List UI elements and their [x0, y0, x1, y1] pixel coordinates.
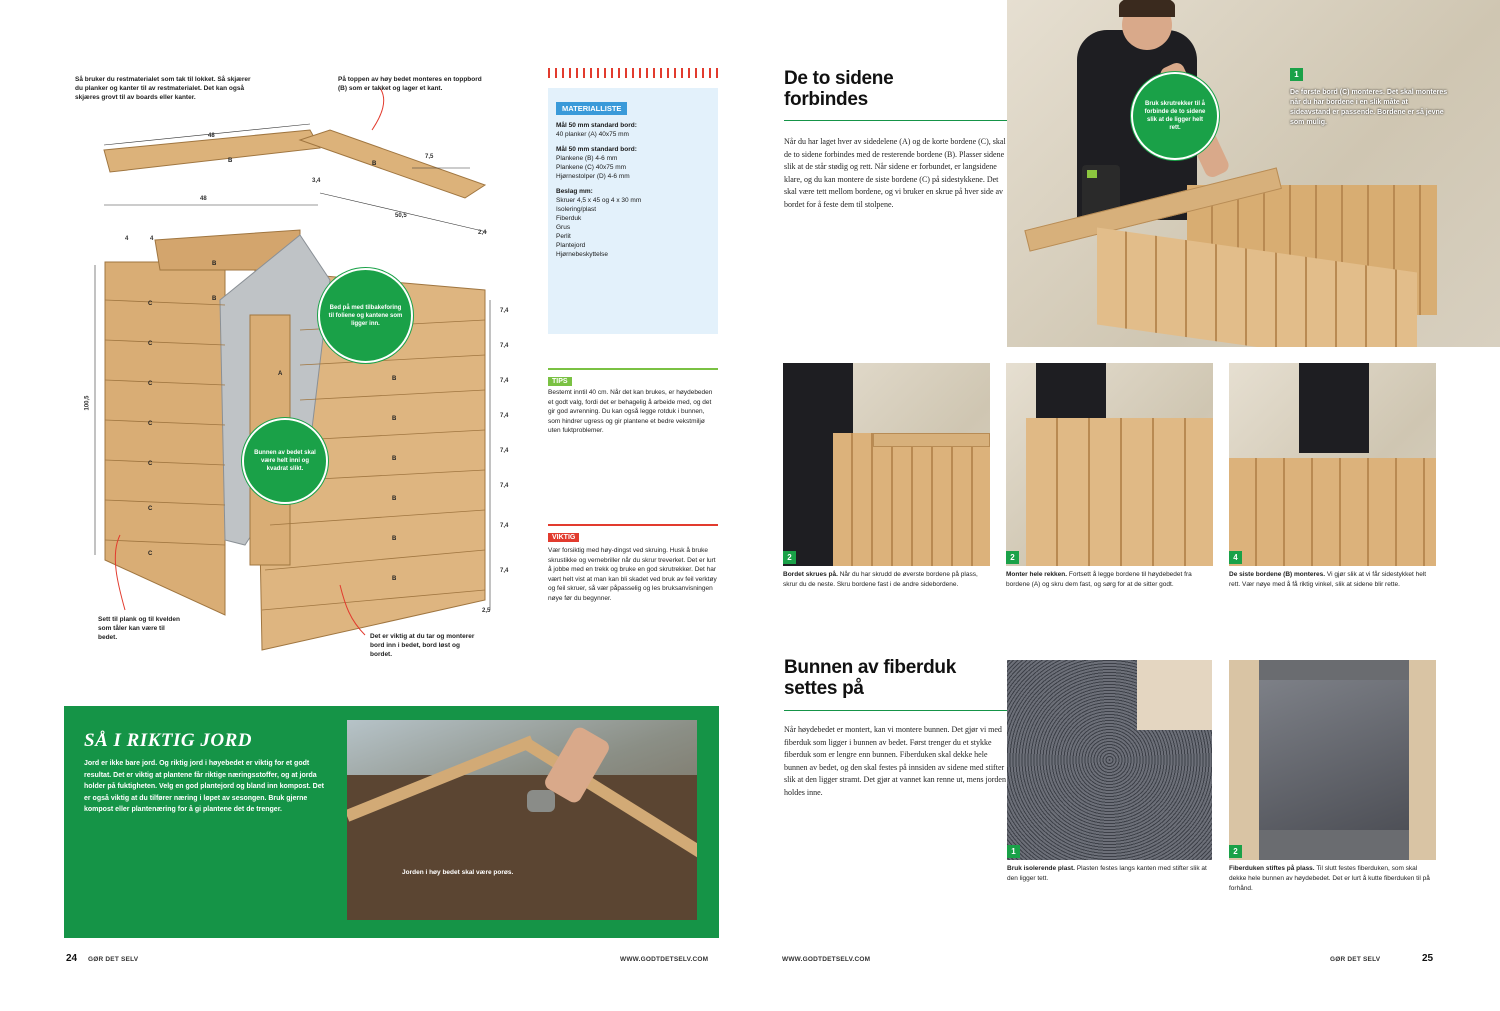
step-caption-1: [783, 570, 990, 590]
magazine-name-right: GØR DET SELV: [1330, 956, 1381, 963]
caption-text: Til slutt festes fiberduken, som skal dekke hele bunnen av høydebedet. Det er lurt å kutte fiberduken til på forhånd.: [1229, 865, 1430, 892]
material-section-title: Mål 50 mm standard bord:: [556, 122, 637, 129]
dim-stack-item: 7,4: [500, 378, 509, 384]
section-title-fabric-bottom: Bunnen av fiberduk settes på: [784, 657, 956, 699]
dim-right-small-top: 3,4: [312, 178, 321, 184]
step-badge: 2: [1006, 551, 1019, 564]
dim-stack-item: 7,4: [500, 448, 509, 454]
warning-text: Vær forsiktig med høy-dingst ved skruing. Husk å bruke skrustikke og vernebriller når du skrur treverket. Det er lurt å jobbe med en trekk og bruke en god skrutrekker. Det har vært helt vist at man kan bli skadet ved bruk av feil verktøy og feil skruer, så vær påpasselig og les bruksanvisningen nøye før du begynner.: [548, 547, 717, 602]
planter-graphic: [833, 433, 990, 566]
main-photo-caption: De første bord (C) monteres. Det skal monteres når du har bordene i en slik måte at sideavstand er passende. Bordene er så jevne som mulig.: [1290, 89, 1448, 126]
material-item: 40 planker (A) 40x75 mm: [556, 131, 629, 138]
material-section-title: Mål 50 mm standard bord:: [556, 146, 637, 153]
dim-depth-top: 50,5: [395, 213, 407, 219]
dim-height-left: 100,5: [84, 395, 91, 411]
step-badge: 1: [1007, 845, 1020, 858]
dim-right-small-bottom: 2,5: [482, 608, 491, 614]
decorative-strip: [548, 68, 718, 78]
svg-text:C: C: [148, 341, 153, 347]
right-page: [750, 0, 1500, 1011]
planter-graphic: [1026, 418, 1213, 566]
soil-panel-title: SÅ I RIKTIG JORD: [84, 730, 252, 751]
diagram-note-bottom-left: Sett til plank og til kvelden som tåler kan være til bedet.: [98, 616, 180, 641]
step-caption-2: [1006, 570, 1213, 590]
material-list-header: MATERIALLISTE: [556, 102, 627, 115]
caption-text: Fortsett å legge bordene til høydebedet fra bordene (A) og skru dem fast, og sørg for at de sitter godt.: [1006, 571, 1192, 588]
material-list: [548, 88, 718, 334]
tip-header: [548, 368, 718, 385]
svg-text:B: B: [212, 261, 217, 267]
caption-bold: Bruk isolerende plast.: [1007, 865, 1075, 872]
board-graphic: [873, 433, 990, 447]
step-photo-3: [1229, 363, 1436, 566]
material-item: Hjørnestolper (D) 4-6 mm: [556, 173, 630, 180]
caption-text: Når du har skrudd de øverste bordene på plass, skrur du de neste. Skru bordene fast i de andre sidebordene.: [783, 571, 978, 588]
svg-text:B: B: [392, 576, 397, 582]
svg-text:C: C: [148, 301, 153, 307]
dim-small-b: 4: [150, 236, 154, 242]
svg-text:B: B: [392, 496, 397, 502]
material-item: Fiberduk: [556, 215, 582, 222]
warning-label: VIKTIG: [548, 533, 579, 542]
page-number-left: 24: [66, 953, 78, 964]
section-rule: [784, 710, 1009, 711]
svg-text:A: A: [278, 371, 283, 377]
dim-depth-right: 2,4: [478, 230, 487, 236]
tip-label: TIPS: [548, 377, 572, 386]
website-right: WWW.GODTDETSELV.COM: [782, 956, 871, 963]
svg-text:B: B: [392, 536, 397, 542]
svg-text:B: B: [228, 158, 233, 164]
step-badge: 4: [1229, 551, 1242, 564]
svg-text:C: C: [148, 461, 153, 467]
dim-stack-item: 7,4: [500, 413, 509, 419]
planter-edge: [1137, 660, 1212, 730]
caption-bold: Monter hele rekken.: [1006, 571, 1068, 578]
caption-bold: Bordet skrues på.: [783, 571, 838, 578]
step-badge: 2: [1229, 845, 1242, 858]
caption-bold: Fiberduken stiftes på plass.: [1229, 865, 1315, 872]
caption-text: Plasten festes langs kanten med stifter slik at den ligger tett.: [1007, 865, 1207, 882]
section-body-join-sides: Når du har laget hver av sidedelene (A) og de korte bordene (C), skal de to sidene forbindes med de resterende bordene (B). Plasser sidene slik at de står stødig og rett. Når sidene er forbundet, er langsidene klare, og du kan montere de siste bordene (C) på sidestykkene. Det skal være tett mellom bordene, og vi bruker en skrue på hver side av bordet for å feste dem til stolpene.: [784, 137, 1006, 209]
section-title-join-sides: De to sidene forbindes: [784, 68, 894, 110]
person-graphic: [1299, 363, 1369, 453]
main-assembly-photo: [1007, 0, 1500, 347]
svg-text:C: C: [148, 506, 153, 512]
svg-text:B: B: [212, 296, 217, 302]
glove-graphic: [527, 790, 555, 812]
material-item: Perlit: [556, 233, 571, 240]
fabric-sheet: [1259, 680, 1409, 830]
person-hair: [1119, 0, 1175, 17]
dim-stack-item: 7,4: [500, 523, 509, 529]
section-body-fabric-bottom: Når høydebedet er montert, kan vi montere bunnen. Det gjør vi med fiberduk som ligger i bunnen av bedet. Først trenger du et stykke fiberduk som er lengre enn bunnen. Fiberduken skal dekke hele bunnen av bedet, og den skal festes på innsiden av sidene med stifter slik at den ligger stramt. Det gjør at vannet kan renne ut, mens jorden holdes inne.: [784, 725, 1006, 797]
dim-top-board: 48: [208, 133, 215, 139]
svg-text:B: B: [372, 161, 377, 167]
step-photo-2: [1006, 363, 1213, 566]
page-number-right: 25: [1422, 953, 1434, 964]
website-left: WWW.GODTDETSELV.COM: [620, 956, 709, 963]
dim-stack-item: 7,4: [500, 568, 509, 574]
svg-text:B: B: [392, 376, 397, 382]
svg-text:C: C: [148, 551, 153, 557]
step-caption-3: [1229, 570, 1436, 590]
fabric-caption-2: [1229, 864, 1436, 894]
caption-text: Vi gjør slik at vi får sidestykket helt rett. Vær nøye med å få riktig vinkel, slik at sidene blir rette.: [1229, 571, 1427, 588]
dim-top-right: 7,5: [425, 154, 434, 160]
soil-photo: [347, 720, 697, 920]
material-item: Plankene (C) 40x75 mm: [556, 164, 627, 171]
material-item: Plankene (B) 4-6 mm: [556, 155, 618, 162]
planter-diagram: [0, 0, 540, 700]
diagram-note-bottom-right: Det er viktig at du tar og monterer bord inn i bedet, bord løst og bordet.: [370, 633, 475, 658]
dim-small-a: 4: [125, 236, 129, 242]
soil-panel-body: Jord er ikke bare jord. Og riktig jord i høyebedet er viktig for et godt resultat. Det er viktig at plantene får riktige næringsstoffer, og at jorda holder på fuktigheten. Velg en god plantejord og bland inn kompost. Det er også viktig at du tilfører næring i løpet av sesongen. Bruk gjerne kompost eller plantenæring for å gi plantene det de trenger.: [84, 760, 324, 813]
soil-photo-caption: Jorden i høy bedet skal være porøs.: [402, 869, 514, 876]
caption-bold: De siste bordene (B) monteres.: [1229, 571, 1326, 578]
magazine-name-left: GØR DET SELV: [88, 956, 139, 963]
svg-text:C: C: [148, 381, 153, 387]
drill-accent: [1087, 170, 1097, 178]
svg-text:C: C: [148, 421, 153, 427]
material-item: Grus: [556, 224, 571, 231]
dim-stack-item: 7,4: [500, 483, 509, 489]
dim-stack-item: 7,4: [500, 308, 509, 314]
material-section: [556, 121, 710, 139]
svg-text:B: B: [392, 456, 397, 462]
diagram-note-top-right: På toppen av høy bedet monteres en toppbord (B) som er takket og lager et kant.: [338, 76, 482, 92]
material-section-title: Beslag mm:: [556, 188, 593, 195]
diagram-bubble-middle: Bunnen av bedet skal være helt inni og kvadrat slikt.: [242, 418, 328, 504]
warning-header: [548, 524, 718, 541]
step-photo-1: [783, 363, 990, 566]
section-rule: [784, 120, 1009, 121]
fabric-caption-1: [1007, 864, 1212, 884]
tip-text: Bestemt inntil 40 cm. Når det kan brukes, er høydebeden et godt valg, fordi det er behagelig å arbeide med, og det gir god avrenning. Du kan også legge rotduk i bunnen, som hindrer ugress og gir plantene et bedre vekstmiljø uten fuktproblemer.: [548, 389, 713, 434]
material-item: Hjørnebeskyttelse: [556, 251, 609, 258]
step-badge: 2: [783, 551, 796, 564]
planter-illustration: [0, 0, 540, 700]
material-item: Skruer 4,5 x 45 og 4 x 30 mm: [556, 197, 642, 204]
material-item: Isolering/plast: [556, 206, 597, 213]
diagram-note-top-left: Så bruker du restmaterialet som tak til lokket. Så skjærer du planker og kanter til av restmaterialet. Det kan også skjæres grovt til av boards eller kanter.: [75, 76, 251, 101]
dim-stack-item: 7,4: [500, 343, 509, 349]
material-section: [556, 187, 710, 259]
planter-wall: [1409, 660, 1436, 860]
fabric-photo-1: [1007, 660, 1212, 860]
dim-width-top: 48: [200, 196, 207, 202]
svg-text:B: B: [392, 416, 397, 422]
step-badge-main: 1: [1290, 68, 1303, 81]
fabric-photo-2: [1229, 660, 1436, 860]
main-photo-bubble: Bruk skrutrekker til å forbinde de to sidene slik at de ligger helt rett.: [1131, 72, 1219, 160]
planter-wall: [1229, 660, 1259, 860]
material-item: Plantejord: [556, 242, 586, 249]
material-section: [556, 145, 710, 181]
planter-graphic: [1229, 458, 1436, 566]
diagram-bubble-top: Bed på med tilbakeforing til foliene og kantene som ligger inn.: [318, 268, 413, 363]
